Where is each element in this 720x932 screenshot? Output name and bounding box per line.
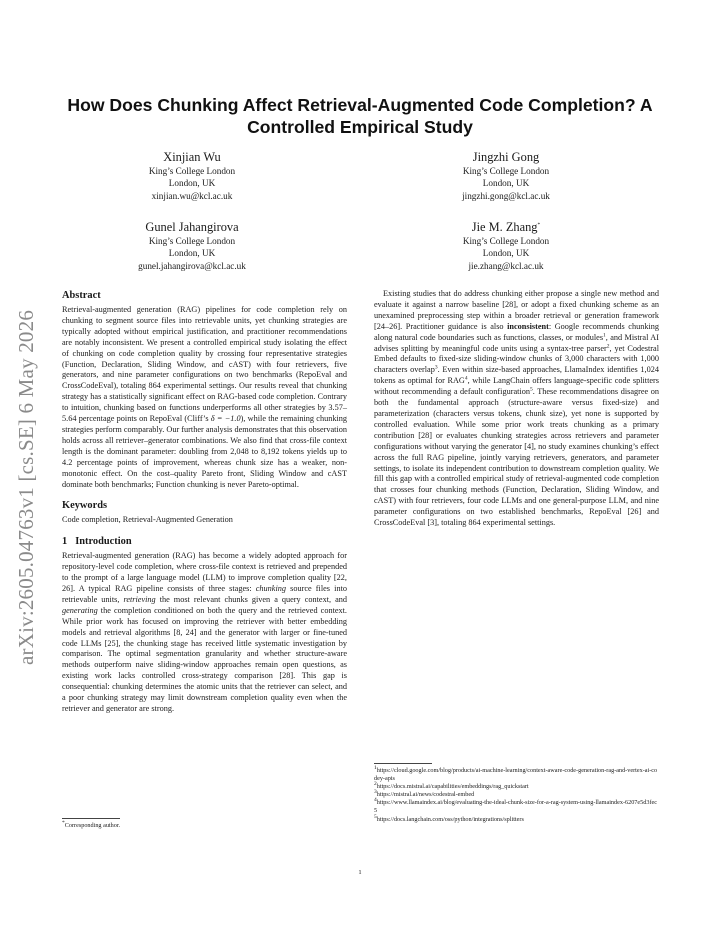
keywords-heading: Keywords [62,500,108,512]
author-card [386,220,626,272]
author-name: Xinjian Wu [163,150,221,164]
introduction-heading [62,535,347,548]
author-location: London, UK [482,178,530,189]
text-run: . These recommendations disagree on both the fundamental approach (structure-aware versus fixed-size) and parameterization (characters versus tokens, chunk size), yet none is supported by controlled evaluation. While some prior work treats chunking as a primary contribution [28] or evaluates chunking strategies across retrievers and parameter configurations without varying the generator [4], no study examines chunking’s effect across the full RAG pipeline, jointly varying retrievers, generators, and parameter settings, to isolate its independent contribution to downstream completion quality. We fill this gap with a controlled empirical study of retrieval-augmented code completion that crosses four chunking methods (Function, Declaration, Sliding Window, and cAST) with four retrievers, four code LLMs and one general-purpose LLM, and nine parameter configurations on two established benchmarks, RepoEval [26] and CrossCodeEval [3], totaling 864 experimental settings. [374,387,659,528]
page-number: 1 [358,869,362,876]
author-email[interactable]: xinjian.wu@kcl.ac.uk [151,190,233,201]
abstract-part: Retrieval-augmented generation (RAG) pipelines for code completion rely on chunking to segment source files into retrievable units, yet chunking strategies are typically adopted without empirical justification, and practitioner recommendations are notably inconsistent. We present a controlled empirical study isolating the effect of chunking on code completion quality by crossing four representative strategies (Function, Declaration, Sliding Window, and cAST) with four retrievers, five generators, and nine parameter configurations on two benchmarks (RepoEval and CrossCodeEval), totaling 864 experimental settings. Our results reveal that chunking strategy has a statistically significant effect on RAG-based code completion. Contrary to intuition, chunking based on functions underperforms all other strategies by 3.57–5.64 percentage points on RepoEval (Cliff’s [62,305,347,424]
text-run: , while LangChain offers language-specific code splitters without recommending a default configuration [374,376,660,397]
emphasis: inconsistent [507,321,549,331]
footnote-ref: 5 [529,386,533,393]
text-run: , yet Codestral Embed defaults to fixed-size sliding-window chunks of 3,000 characters with 1,000 characters overlap [374,343,659,375]
footnote-ref: 2 [606,342,610,349]
text-run: : Google recommends chunking along natural code boundaries such as functions, classes, or modules [374,321,659,342]
author-affiliation: King’s College London [148,166,236,176]
emphasis: generating [62,605,98,615]
right-column [374,289,659,529]
author-card [386,150,626,202]
footnote-number: 4 [374,797,377,804]
intro-paragraph-2 [374,289,659,529]
author-location: London, UK [482,248,530,259]
keywords-text: Code completion, Retrieval-Augmented Generation [62,515,233,525]
emphasis: chunking [255,584,286,594]
text-run: source files into retrievable units, [62,584,347,604]
footnote-rule [374,763,432,764]
corresponding-footnote [62,819,347,830]
author-name: Gunel Jahangirova [145,220,239,234]
author-card [72,220,312,272]
arxiv-identifier: arXiv:2605.04763v1 [cs.SE] 6 May 2026 [14,309,38,665]
footnote-ref: 4 [464,375,468,382]
author-email[interactable]: jie.zhang@kcl.ac.uk [468,260,544,271]
author-location: London, UK [168,178,216,189]
footnote-rule [62,818,120,819]
footnote-number: 3 [374,789,377,796]
author-block [60,150,660,280]
section-number: 1 [62,536,68,548]
author-affiliation: King’s College London [462,236,550,246]
footnote-url[interactable]: https://mistral.ai/news/codestral-embed [376,791,475,799]
author-email[interactable]: jingzhi.gong@kcl.ac.uk [462,190,550,201]
footnote-ref: 3 [434,364,438,371]
author-name-line [386,220,626,235]
text-run: Retrieval-augmented generation (RAG) has become a widely adopted approach for repository-level code completion, where cross-file context is retrieved and prepended to the prompt of a large language model (LLM) to improve completion quality [22, 26]. A typical RAG pipeline consists of three stages: [62,551,347,594]
footnote-ref: 1 [603,331,606,338]
text-run: the most relevant chunks given a query context, and [155,594,347,604]
footnote-url[interactable]: https://docs.mistral.ai/capabilities/embeddings/rag_quickstart [376,783,529,791]
author-email[interactable]: gunel.jahangirova@kcl.ac.uk [138,260,246,271]
footnote-url[interactable]: https://cloud.google.com/blog/products/ai-machine-learning/context-aware-code-generation-rag-and-vertex-ai-codey-apis [374,767,658,783]
footnote-url[interactable]: https://docs.langchain.com/oss/python/integrations/splitters [376,815,524,823]
footnote [374,764,659,783]
text-run: . Even within size-based approaches, LlamaIndex identifies 1,024 tokens as optimal for RAG [374,365,659,386]
section-title: Introduction [75,536,132,548]
corresponding-mark: * [537,221,541,228]
footnote [374,813,659,824]
abstract-part: ), while the remaining chunking strategies perform comparably. Our further analysis demonstrates that this observation holds across all retriever–generator combinations. We also find that cross-file context length is the dominant parameter: doubling from 2,048 to 8,192 tokens yields up to 4.2 percentage points of improvement, whereas chunk size has a weaker, non-monotonic effect. On the cost–quality Pareto front, Sliding Window and cAST dominate both benchmarks; Function chunking is never Pareto-optimal. [62,414,347,489]
author-location: London, UK [168,248,216,259]
footnote-number: 2 [374,781,377,788]
emphasis: retrieving [123,594,156,604]
footnote-number: 1 [374,764,377,771]
footnote-text: Corresponding author. [64,822,121,829]
author-affiliation: King’s College London [148,236,236,246]
author-name: Jie M. Zhang [471,220,538,234]
text-run: Existing studies that do address chunking either propose a single new method and evaluate it against a narrow baseline [28], or adopt a fixed chunking scheme as an unexamined preprocessing step within a broader retrieval or generation framework [24–26]. Practitioner guidance is also [374,289,659,331]
footnote [374,799,659,815]
footnote-mark: * [62,819,65,826]
left-column [62,289,347,715]
cliffs-delta: δ = −1.0 [210,414,241,424]
author-affiliation: King’s College London [462,166,550,176]
text-run: , and Mistral AI advises splitting by meaningful code units using a syntax-tree parser [374,332,659,353]
footnote-url[interactable]: https://www.llamaindex.ai/blog/evaluating-the-ideal-chunk-size-for-a-rag-system-using-llamaindex-6207e5d3fec5 [374,799,657,815]
author-card [72,150,312,202]
author-name: Jingzhi Gong [472,150,540,164]
abstract-heading: Abstract [62,290,101,301]
abstract-text [62,305,347,490]
text-run: the completion conditioned on both the query and the retrieved context. While prior work has focused on improving the retriever with better embedding models and retrieval algorithms [8, 24] and the generator with larger or fine-tuned code LLMs [25], the chunking stage has received little systematic investigation by comparison. The optimal segmentation granularity and whether structure-aware methods outperform naive sliding-window approaches remain open questions, as existing work lacks controlled cross-strategy comparison [28]. This gap is consequential: chunking determines the atomic units that the retriever can select, and a poor chunking strategy may limit downstream completion quality even when the retriever and generator are strong. [62,605,347,713]
footnote-number: 5 [374,813,377,820]
paper-title: How Does Chunking Affect Retrieval-Augmented Code Completion? A Controlled Empirical Study [67,95,653,137]
intro-paragraph-1 [62,551,347,715]
url-footnotes [374,764,659,824]
